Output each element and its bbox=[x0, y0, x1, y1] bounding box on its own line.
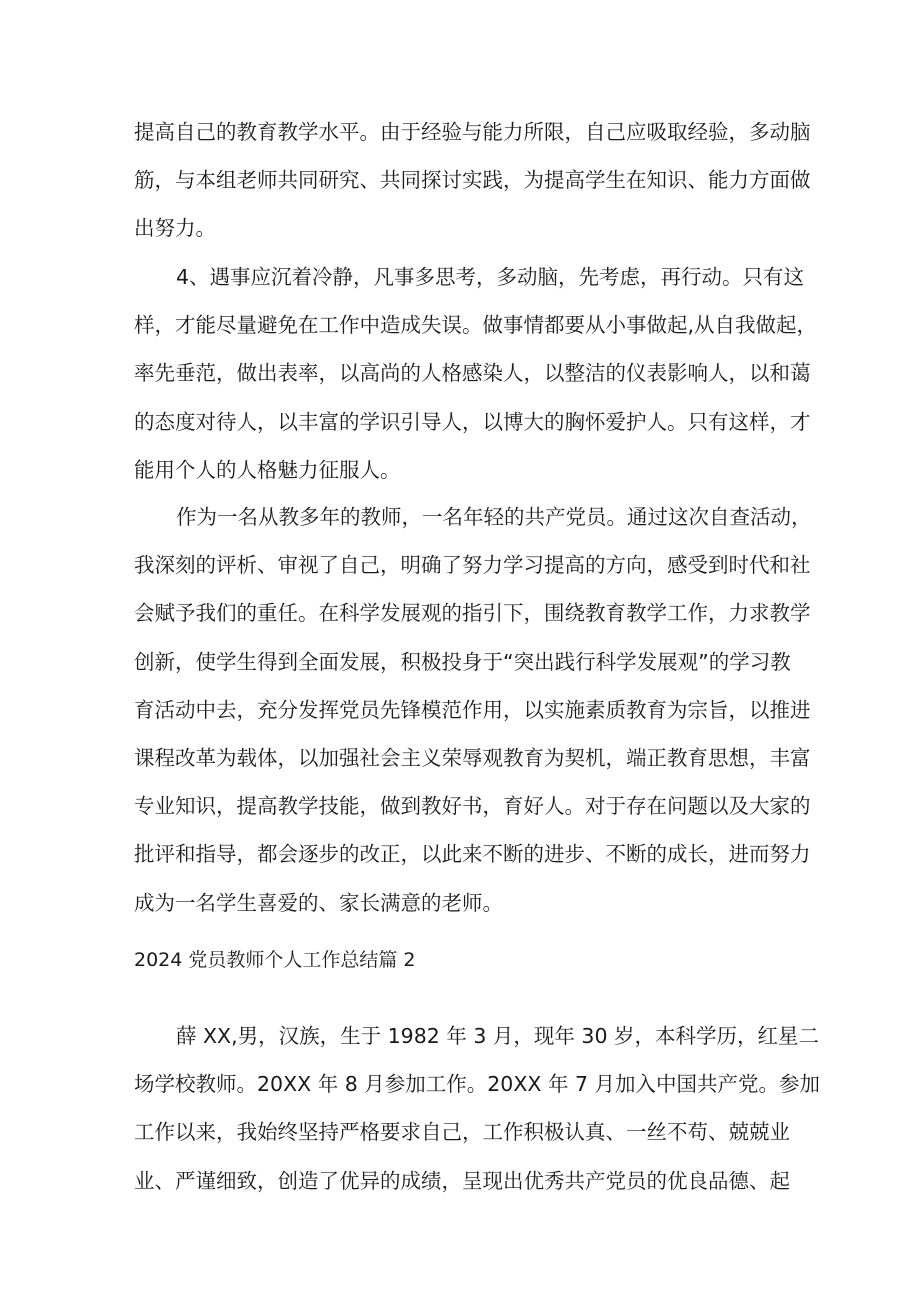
paragraph-line: 场学校教师。20XX 年 8 月参加工作。20XX 年 7 月加入中国共产党。参加 bbox=[134, 1072, 821, 1097]
paragraph-line: 薛 XX,男，汉族，生于 1982 年 3 月，现年 30 岁，本科学历，红星二 bbox=[176, 1024, 820, 1048]
paragraph-line: 专业知识，提高教学技能，做到教好书，育好人。对于存在问题以及大家的 bbox=[134, 794, 811, 819]
paragraph-line: 育活动中去，充分发挥党员先锋模范作用，以实施素质教育为宗旨，以推进 bbox=[134, 697, 811, 722]
paragraph-line: 4、遇事应沉着冷静，凡事多思考，多动脑，先考虑，再行动。只有这 bbox=[176, 265, 805, 289]
paragraph-item-4 bbox=[134, 253, 818, 494]
paragraph-line: 的态度对待人，以丰富的学识引导人，以博大的胸怀爱护人。只有这样，才 bbox=[134, 409, 811, 434]
paragraph-line: 创新，使学生得到全面发展，积极投身于“突出践行科学发展观”的学习教 bbox=[134, 649, 791, 674]
paragraph-line: 我深刻的评析、审视了自己，明确了努力学习提高的方向，感受到时代和社 bbox=[134, 553, 811, 578]
paragraph-line: 提高自己的教育教学水平。由于经验与能力所限，自己应吸取经验，多动脑 bbox=[134, 120, 811, 144]
section-paragraph bbox=[134, 1012, 821, 1205]
paragraph-line: 样，才能尽量避免在工作中造成失误。做事情都要从小事做起,从自我做起， bbox=[134, 313, 818, 338]
paragraph-line: 会赋予我们的重任。在科学发展观的指引下，围绕教育教学工作，力求教学 bbox=[134, 601, 811, 626]
paragraph-line: 业、严谨细致，创造了优异的成绩，呈现出优秀共产党员的优良品德、起 bbox=[134, 1168, 790, 1193]
paragraph-line: 能用个人的人格魅力征服人。 bbox=[134, 457, 401, 482]
paragraph-continuation bbox=[134, 108, 811, 253]
paragraph-line: 作为一名从教多年的教师，一名年轻的共产党员。通过这次自查活动， bbox=[176, 505, 812, 529]
section-heading: 2024 党员教师个人工作总结篇 2 bbox=[134, 949, 416, 971]
paragraph-line: 批评和指导，都会逐步的改正，以此来不断的进步、不断的成长，进而努力 bbox=[134, 842, 811, 867]
paragraph-line: 筋，与本组老师共同研究、共同探讨实践，为提高学生在知识、能力方面做 bbox=[134, 168, 811, 193]
paragraph-line: 课程改革为载体，以加强社会主义荣辱观教育为契机，端正教育思想，丰富 bbox=[134, 746, 811, 771]
paragraph-line: 工作以来，我始终坚持严格要求自己，工作积极认真、一丝不苟、兢兢业 bbox=[134, 1120, 790, 1145]
paragraph-line: 出努力。 bbox=[134, 216, 216, 241]
paragraph-line: 率先垂范，做出表率，以高尚的人格感染人，以整洁的仪表影响人，以和蔼 bbox=[134, 361, 811, 386]
paragraph-line: 成为一名学生喜爱的、家长满意的老师。 bbox=[134, 890, 503, 915]
paragraph-reflection bbox=[134, 493, 812, 927]
